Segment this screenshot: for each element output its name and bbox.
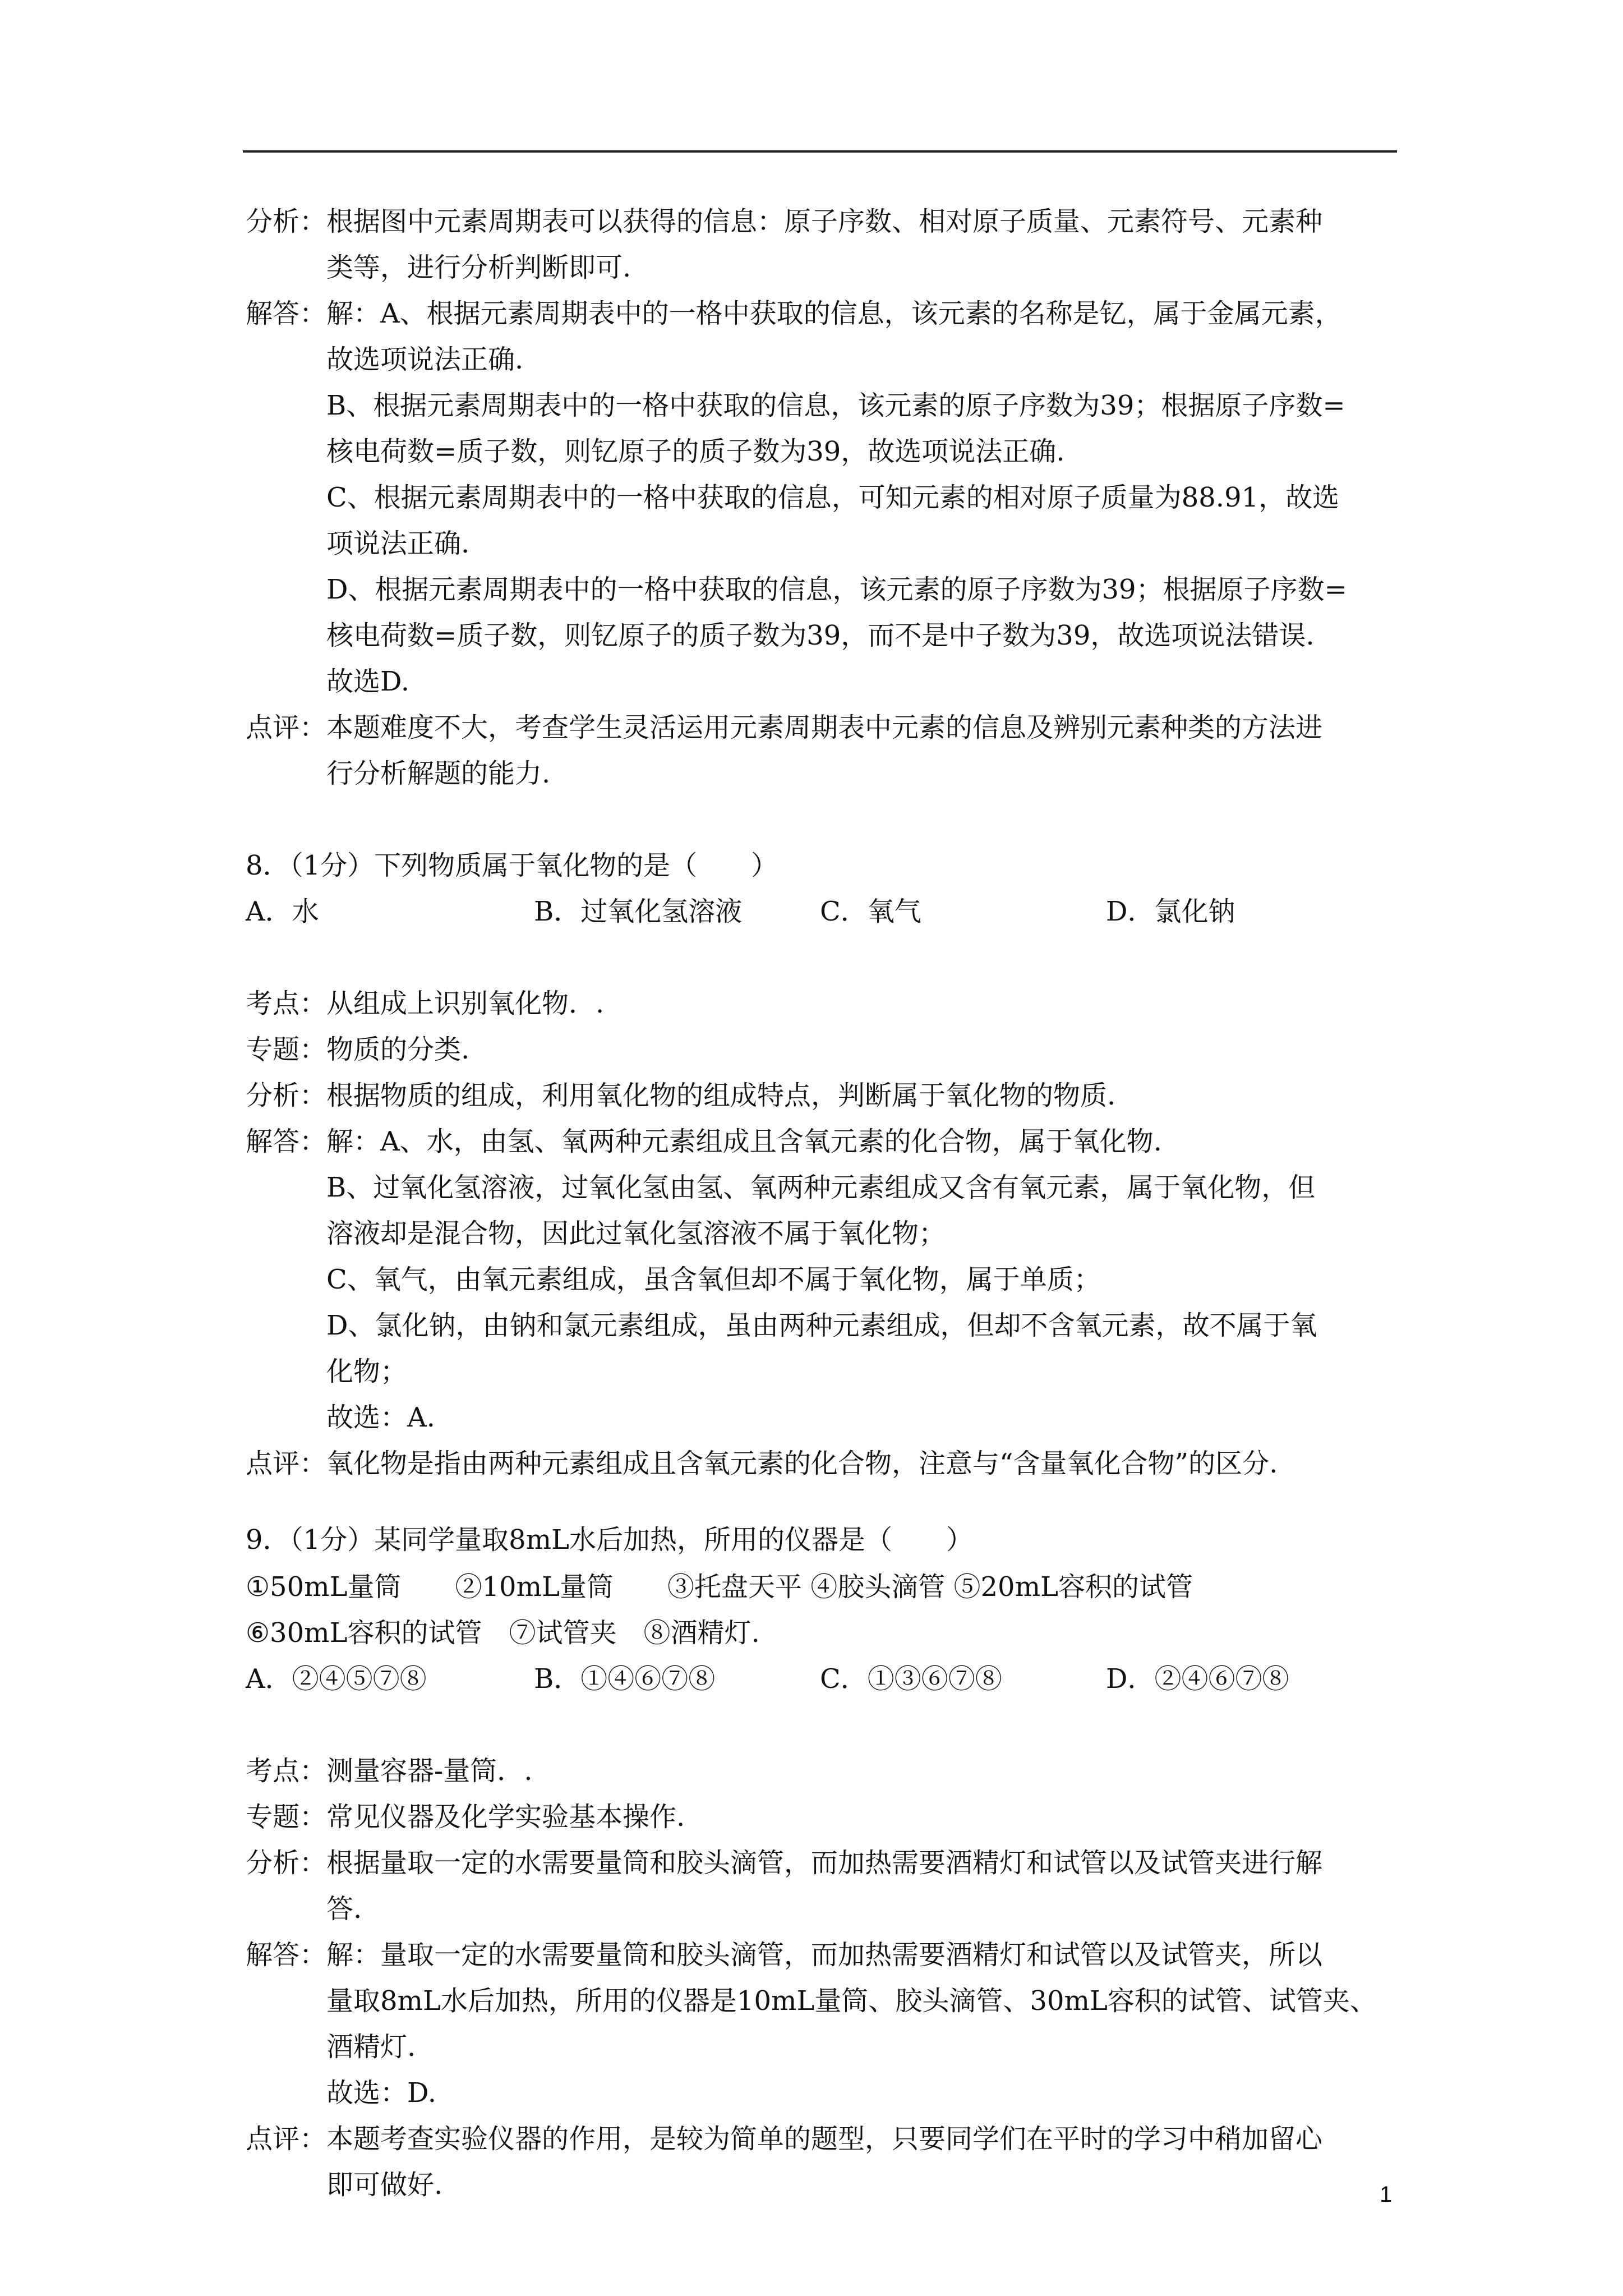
analysis-line: 分析：根据图中元素周期表可以获得的信息：原子序数、相对原子质量、元素符号、元素种 <box>246 206 1323 237</box>
answer-line: C、氧气，由氧元素组成，虽含氧但却不属于氧化物，属于单质； <box>326 1264 1101 1295</box>
instrument-list-line: ⑥30mL容积的试管 ⑦试管夹 ⑧酒精灯. <box>246 1617 760 1649</box>
option-a: A．②④⑤⑦⑧ <box>246 1663 427 1695</box>
comment-line: 点评：本题难度不大，考查学生灵活运用元素周期表中元素的信息及辨别元素种类的方法进 <box>246 712 1323 743</box>
option-a: A．水 <box>246 896 319 927</box>
comment-line: 即可做好. <box>326 2169 443 2201</box>
answer-line: 化物； <box>326 1356 408 1387</box>
option-d: D．氯化钠 <box>1106 896 1235 927</box>
instrument-list-line: ①50mL量筒 ②10mL量筒 ③托盘天平 ④胶头滴管 ⑤20mL容积的试管 <box>246 1571 1193 1603</box>
answer-line: 核电荷数=质子数，则钇原子的质子数为39，而不是中子数为39，故选项说法错误. <box>326 620 1315 651</box>
answer-line: 故选：A. <box>326 1402 435 1433</box>
answer-line: C、根据元素周期表中的一格中获取的信息，可知元素的相对原子质量为88.91，故选 <box>326 482 1340 513</box>
answer-line: D、氯化钠，由钠和氯元素组成，虽由两种元素组成，但却不含氧元素，故不属于氧 <box>326 1310 1317 1341</box>
point-line: 考点：从组成上识别氧化物．. <box>246 988 605 1019</box>
topic-line: 专题：常见仪器及化学实验基本操作. <box>246 1801 685 1833</box>
question-8-stem: 8．（1分）下列物质属于氧化物的是（ ） <box>246 850 778 881</box>
answer-line: B、根据元素周期表中的一格中获取的信息，该元素的原子序数为39；根据原子序数= <box>326 390 1345 421</box>
topic-line: 专题：物质的分类. <box>246 1034 470 1065</box>
answer-line: 溶液却是混合物，因此过氧化氢溶液不属于氧化物； <box>326 1218 946 1249</box>
analysis-line: 分析：根据量取一定的水需要量筒和胶头滴管，而加热需要酒精灯和试管以及试管夹进行解 <box>246 1847 1323 1879</box>
answer-line: 故选项说法正确. <box>326 344 524 375</box>
answer-line: 项说法正确. <box>326 528 470 559</box>
answer-line: 解答：解：A、根据元素周期表中的一格中获取的信息，该元素的名称是钇，属于金属元素， <box>246 298 1342 329</box>
option-c: C．①③⑥⑦⑧ <box>820 1663 1002 1695</box>
comment-line: 点评：本题考查实验仪器的作用，是较为简单的题型，只要同学们在平时的学习中稍加留心 <box>246 2123 1323 2155</box>
header-rule <box>243 150 1397 153</box>
answer-line: 故选：D. <box>326 2077 437 2109</box>
option-d: D．②④⑥⑦⑧ <box>1106 1663 1289 1695</box>
answer-line: B、过氧化氢溶液，过氧化氢由氢、氧两种元素组成又含有氧元素，属于氧化物，但 <box>326 1172 1316 1203</box>
answer-line: 故选D. <box>326 666 410 697</box>
option-c: C．氧气 <box>820 896 921 927</box>
comment-line: 点评：氧化物是指由两种元素组成且含氧元素的化合物，注意与“含量氧化合物”的区分. <box>246 1448 1278 1479</box>
answer-line: 核电荷数=质子数，则钇原子的质子数为39，故选项说法正确. <box>326 436 1065 467</box>
comment-line: 行分析解题的能力. <box>326 758 551 789</box>
option-b: B．①④⑥⑦⑧ <box>534 1663 716 1695</box>
answer-line: 量取8mL水后加热，所用的仪器是10mL量筒、胶头滴管、30mL容积的试管、试管夹、 <box>326 1985 1377 2017</box>
answer-line: 解答：解：A、水，由氢、氧两种元素组成且含氧元素的化合物，属于氧化物. <box>246 1126 1162 1157</box>
answer-line: D、根据元素周期表中的一格中获取的信息，该元素的原子序数为39；根据原子序数= <box>326 574 1347 605</box>
point-line: 考点：测量容器-量筒．. <box>246 1755 533 1787</box>
analysis-line: 答. <box>326 1893 362 1925</box>
page-number: 1 <box>1380 2182 1393 2207</box>
answer-line: 解答：解：量取一定的水需要量筒和胶头滴管，而加热需要酒精灯和试管以及试管夹，所以 <box>246 1939 1323 1971</box>
analysis-line: 分析：根据物质的组成，利用氧化物的组成特点，判断属于氧化物的物质. <box>246 1080 1116 1111</box>
question-9-stem: 9．（1分）某同学量取8mL水后加热，所用的仪器是（ ） <box>246 1524 974 1556</box>
answer-line: 酒精灯. <box>326 2031 416 2063</box>
analysis-line: 类等，进行分析判断即可. <box>326 252 631 283</box>
option-b: B．过氧化氢溶液 <box>534 896 743 927</box>
